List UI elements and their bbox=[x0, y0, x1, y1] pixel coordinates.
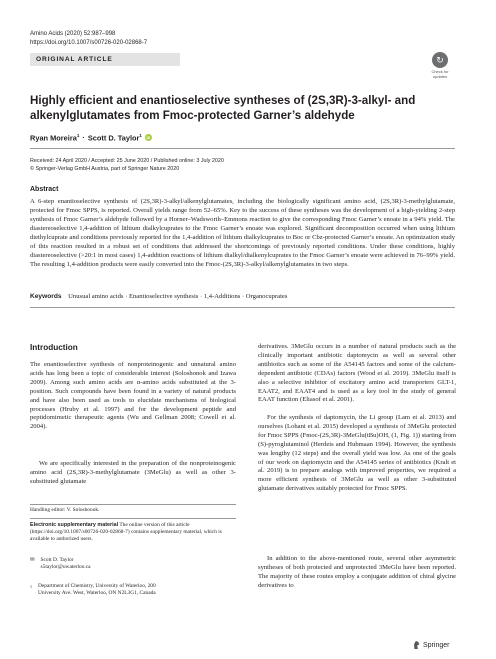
orcid-icon[interactable]: iD bbox=[146, 135, 151, 141]
journal-citation: Amino Acids (2020) 52:987–998 bbox=[30, 31, 116, 37]
contact-email[interactable]: s5taylor@uwaterloo.ca bbox=[40, 564, 91, 571]
esm-text[interactable]: The online version of this article (https://doi.org/10.1007/s00726-020-02868-7) contains supplementary material, which is available to authorized users. bbox=[30, 522, 222, 543]
esm-note bbox=[30, 522, 236, 544]
introduction-heading: Introduction bbox=[30, 343, 78, 352]
article-type-badge: ORIGINAL ARTICLE bbox=[30, 53, 180, 66]
doi-link[interactable]: https://doi.org/10.1007/s00726-020-02868-7 bbox=[30, 40, 148, 46]
keywords-label: Keywords bbox=[30, 293, 62, 300]
intro-paragraph: We are specifically interested in the preparation of the nonproteinogenic amino acid (2S,3R)-3-methylglutamate (3MeGlu) as well as other 3-substituted glutamate bbox=[30, 460, 236, 485]
refresh-icon: ↻ bbox=[432, 52, 448, 68]
esm-label: Electronic supplementary material bbox=[30, 522, 119, 528]
affiliation-marker: 1 bbox=[30, 584, 32, 589]
author-list bbox=[30, 133, 152, 142]
abstract-heading: Abstract bbox=[30, 186, 59, 193]
body-paragraph: In addition to the above-mentioned route, several other asymmetric syntheses of both protected and unprotected 3MeGlu have been reported. The majority of these routes employ a conjugate addition of chiral glycine derivatives to bbox=[258, 555, 456, 589]
publication-dates bbox=[30, 157, 224, 173]
copyright-line: © Springer-Verlag GmbH Austria, part of Springer Nature 2020 bbox=[30, 166, 180, 172]
body-paragraph: For the synthesis of daptomycin, the Li group (Lam et al. 2013) and ourselves (Lohani et al. 2015) developed a synthesis of 3MeGlu protected for Fmoc SPPS (Fmoc-(2S,3R)-3MeGlu(tBu)OH, (1, Fig. 1)) starting from (S)-pyroglutaminol (Herdeis and Hubmaan 1994). However, the synthesis was lengthy (12 steps) and the overall yield was low. As one of the goals of our work on daptomycin and the A54145 series of antibiotics (Kralt et al. 2019) is to prepare analogs with improved properties, we required a more efficient synthesis of 3MeGlu as well as other 3-substituted glutamate derivatives suitably protected for Fmoc SPPS. bbox=[258, 414, 456, 493]
divider bbox=[30, 148, 455, 149]
author-separator: · bbox=[82, 133, 85, 143]
check-for-updates-label: Check for updates bbox=[431, 69, 449, 79]
author-name[interactable]: Scott D. Taylor$^1$ bbox=[87, 133, 142, 143]
keywords bbox=[30, 293, 455, 300]
affiliation bbox=[30, 583, 156, 597]
body-paragraph: derivatives. 3MeGlu occurs in a number of natural products such as the clinically important antibiotic daptomycin as well as several other antibiotics such as some of the A54145 factors and some of the calcium-dependent antibiotic (CDAs) factors (Wood et al. 2019). 3MeGlu itself is also a selective inhibitor of excitatory amino acid transporters GLT-1, EAAT2, and EAAT4 and is used as a key tool in the study of general EAAT function (Eliasof et al. 2001). bbox=[258, 343, 456, 404]
journal-header bbox=[30, 30, 147, 48]
handling-editor-note: Handling editor: V. Soloshonok. bbox=[30, 507, 100, 513]
intro-paragraph: The enantioselective synthesis of nonproteinogenic and unnatural amino acids has long been a topic of considerable interest (Soloshonok and Izawa 2009). Among such amino acids are α-amino acids substituted at the 3-position. Such compounds have been found in a variety of natural products and have also been used as tools to elucidate mechanisms of biological processes (Hruby et al. 1997) and for the development peptide and peptidomimetic therapeutic agents (Wu and Gellman 2008; Cowell et al. 2004). bbox=[30, 361, 236, 431]
corresponding-author bbox=[30, 557, 91, 571]
keywords-text: Unusual amino acids · Enantioselective synthesis · 1,4-Additions · Organocuprates bbox=[68, 293, 288, 300]
springer-horse-icon bbox=[413, 641, 420, 649]
publisher-logo bbox=[413, 641, 449, 649]
publisher-name: Springer bbox=[423, 641, 450, 649]
envelope-icon: ✉ bbox=[30, 557, 35, 563]
article-title: Highly efficient and enantioselective syntheses of (2S,3R)-3-alkyl- and alkenylglutamates from Fmoc-protected Garner’s aldehyde bbox=[30, 94, 416, 122]
affiliation-line: University Ave. West, Waterloo, ON N2L3G1, Canada bbox=[38, 590, 156, 597]
affiliation-line: Department of Chemistry, University of Waterloo, 200 bbox=[38, 583, 156, 589]
footnote-divider bbox=[30, 518, 236, 519]
abstract-text: A 6-step enantioselective synthesis of (2S,3R)-3-alkyl/alkenylglutamates, including the biologically significant amino acid, (2S,3R)-3-methylglutamate, protected for Fmoc SPPS, is reported. Overall yields range from 52–65%. Key to the success of these syntheses was the development of a high-yielding 2-step synthesis of Fmoc Garner’s aldehyde followed by a Horner–Wadsworth–Emmons reaction to give the corresponding Fmoc Garner’s enoate in a 94% yield. The diastereoselective 1,4-addition of lithium dialkylcuprates to the Fmoc Garner’s enoate was explored. Significant decomposition occurred when using lithium diethylcuprate and conditions previously reported for the 1,4-addition of lithium dialkylcuprates to Boc or Cbz-protected Garner’s enoate. An optimization study of this reaction resulted in a robust set of conditions that addressed the shortcomings of previously reported conditions. Under these conditions, highly diastereoselective (>20:1 in most cases) 1,4-addition reactions of lithium dialkyl/dialkenylcuprates to the Fmoc Garner’s enoate were achieved in 76–99% yield. The resulting 1,4-addition products were easily converted into the Fmoc-(2S,3R)-3-alkyl/alkenylglutamates in two steps. bbox=[30, 198, 455, 268]
author-name[interactable]: Ryan Moreira$^1$ bbox=[30, 133, 80, 143]
footnote-divider bbox=[30, 504, 236, 505]
history-dates: Received: 24 April 2020 / Accepted: 25 June 2020 / Published online: 3 July 2020 bbox=[30, 158, 224, 164]
contact-name: Scott D. Taylor bbox=[40, 557, 74, 563]
check-for-updates-badge[interactable] bbox=[425, 52, 455, 82]
divider bbox=[30, 307, 455, 308]
